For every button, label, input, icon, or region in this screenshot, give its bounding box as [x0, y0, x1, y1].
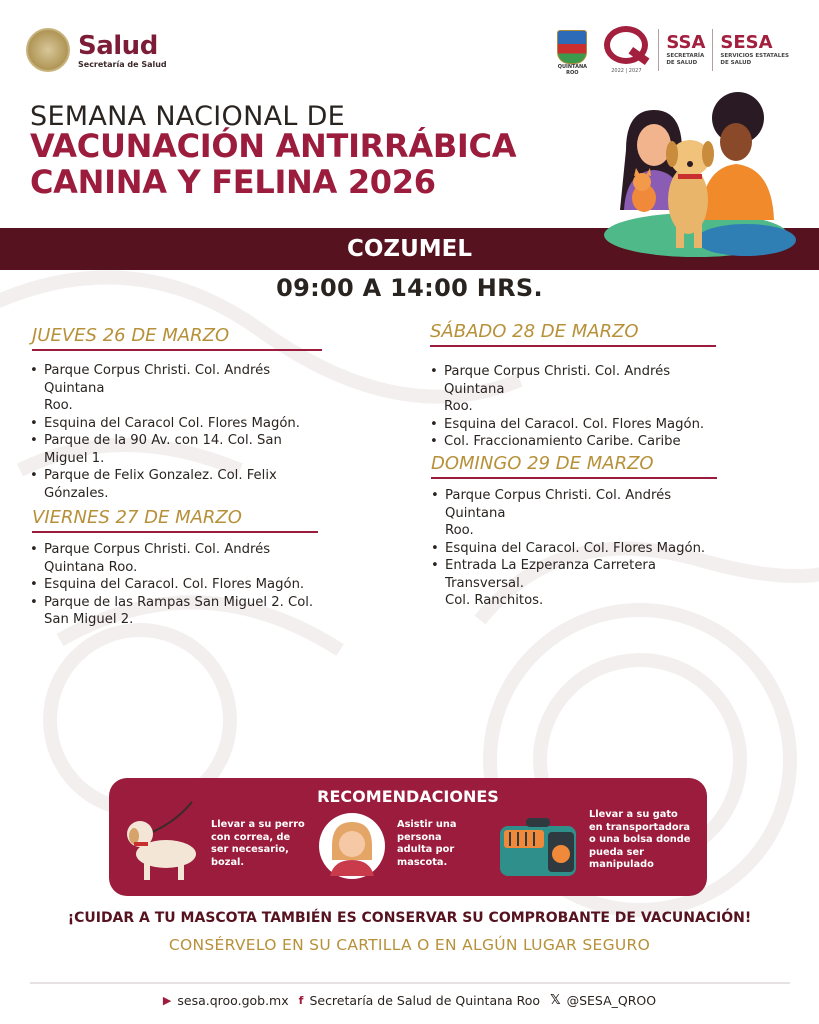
list-item: • Col. Fraccionamiento Caribe. Caribe	[430, 433, 716, 451]
adult-person-icon	[318, 812, 386, 880]
salud-name: Salud	[78, 30, 158, 61]
agency-logos	[557, 26, 789, 74]
location-list	[30, 362, 322, 502]
salud-subtitle: Secretaría de Salud	[78, 59, 167, 69]
facebook-icon: f	[298, 994, 304, 1007]
footer-website[interactable]	[163, 993, 289, 1008]
day-heading: SÁBADO 28 DE MARZO	[430, 321, 716, 347]
title-line-2: VACUNACIÓN ANTIRRÁBICA	[30, 127, 517, 165]
cursor-icon: ▶	[162, 994, 172, 1007]
recommendations-title: RECOMENDACIONES	[317, 787, 499, 806]
q-logo-years: 2022 | 2027	[611, 68, 642, 74]
list-item: • Parque de las Rampas San Miguel 2. Col. San Miguel 2.	[30, 594, 318, 629]
cat-carrier-icon	[498, 816, 580, 880]
divider	[712, 29, 713, 71]
list-item: • Parque Corpus Christi. Col. Andrés Quintana Roo.	[430, 363, 716, 416]
qroo-caption: QUINTANA ROO	[557, 64, 588, 76]
list-item: • Entrada La Ezperanza Carretera Transversal. Col. Ranchitos.	[431, 557, 717, 610]
list-item: • Parque Corpus Christi. Col. Andrés Quintana Roo.	[30, 362, 322, 415]
recommendation-cat: Llevar a su gato en transportadora o una bolsa donde pueda ser manipulado	[589, 809, 691, 870]
list-item: • Parque Corpus Christi. Col. Andrés Quintana Roo.	[431, 487, 717, 540]
location-list	[430, 363, 716, 451]
list-item: • Parque Corpus Christi. Col. Andrés Quintana Roo.	[30, 541, 318, 576]
day-heading: JUEVES 26 DE MARZO	[32, 325, 322, 351]
list-item: • Esquina del Caracol. Col. Flores Magón.	[430, 416, 716, 434]
day-sunday	[431, 453, 717, 610]
sesa-sub-2: DE SALUD	[720, 60, 752, 66]
quintana-roo-shield-icon	[557, 30, 588, 76]
schedule-hours: 09:00 A 14:00 HRS.	[276, 274, 543, 302]
mexico-seal-icon	[26, 28, 70, 72]
facebook-link[interactable]: Secretaría de Salud de Quintana Roo	[309, 993, 541, 1008]
sesa-sub-1: SERVICIOS ESTATALES	[720, 53, 789, 59]
list-item: • Esquina del Caracol Col. Flores Magón.	[30, 415, 322, 433]
sesa-logo	[720, 33, 789, 67]
footer-x[interactable]	[550, 993, 656, 1008]
location-name: COZUMEL	[346, 236, 473, 262]
government-q-logo-icon	[601, 26, 651, 74]
ssa-logo	[666, 33, 705, 67]
day-friday	[32, 507, 318, 629]
recommendation-dog: Llevar a su perro con correa, de ser necesario, bozal.	[211, 819, 305, 868]
footer-divider	[30, 982, 790, 984]
day-heading: VIERNES 27 DE MARZO	[32, 507, 318, 533]
title-line-1: SEMANA NACIONAL DE	[30, 101, 346, 132]
dog-on-leash-icon	[122, 796, 206, 886]
day-heading: DOMINGO 29 DE MARZO	[431, 453, 717, 479]
ssa-name: SSA	[666, 32, 706, 53]
divider	[658, 29, 659, 71]
list-item: • Esquina del Caracol. Col. Flores Magón.	[431, 540, 717, 558]
title-line-3: CANINA Y FELINA 2026	[30, 163, 436, 201]
day-thursday	[32, 325, 322, 502]
x-link[interactable]: @SESA_QROO	[566, 993, 657, 1008]
list-item: • Esquina del Caracol. Col. Flores Magón.	[30, 576, 318, 594]
sesa-name: SESA	[720, 32, 773, 53]
location-list	[431, 487, 717, 610]
ssa-sub-1: SECRETARÍA	[666, 53, 705, 59]
reminder-subheading: CONSÉRVELO EN SU CARTILLA O EN ALGÚN LUGAR SEGURO	[168, 936, 651, 954]
salud-logo	[26, 28, 167, 72]
ssa-sub-2: DE SALUD	[666, 60, 698, 66]
recommendation-adult: Asistir una persona adulta por mascota.	[397, 819, 457, 868]
reminder-heading: ¡CUIDAR A TU MASCOTA TAMBIÉN ES CONSERVAR SU COMPROBANTE DE VACUNACIÓN!	[67, 910, 752, 926]
list-item: • Parque de Felix Gonzalez. Col. Felix Gónzales.	[30, 467, 322, 502]
website-link[interactable]: sesa.qroo.gob.mx	[177, 993, 289, 1008]
footer	[0, 993, 819, 1008]
people-with-pets-illustration	[596, 90, 796, 260]
footer-facebook[interactable]	[299, 993, 540, 1008]
day-saturday	[430, 321, 716, 451]
location-list	[30, 541, 318, 629]
x-icon: 𝕏	[550, 993, 561, 1008]
list-item: • Parque de la 90 Av. con 14. Col. San Miguel 1.	[30, 432, 322, 467]
